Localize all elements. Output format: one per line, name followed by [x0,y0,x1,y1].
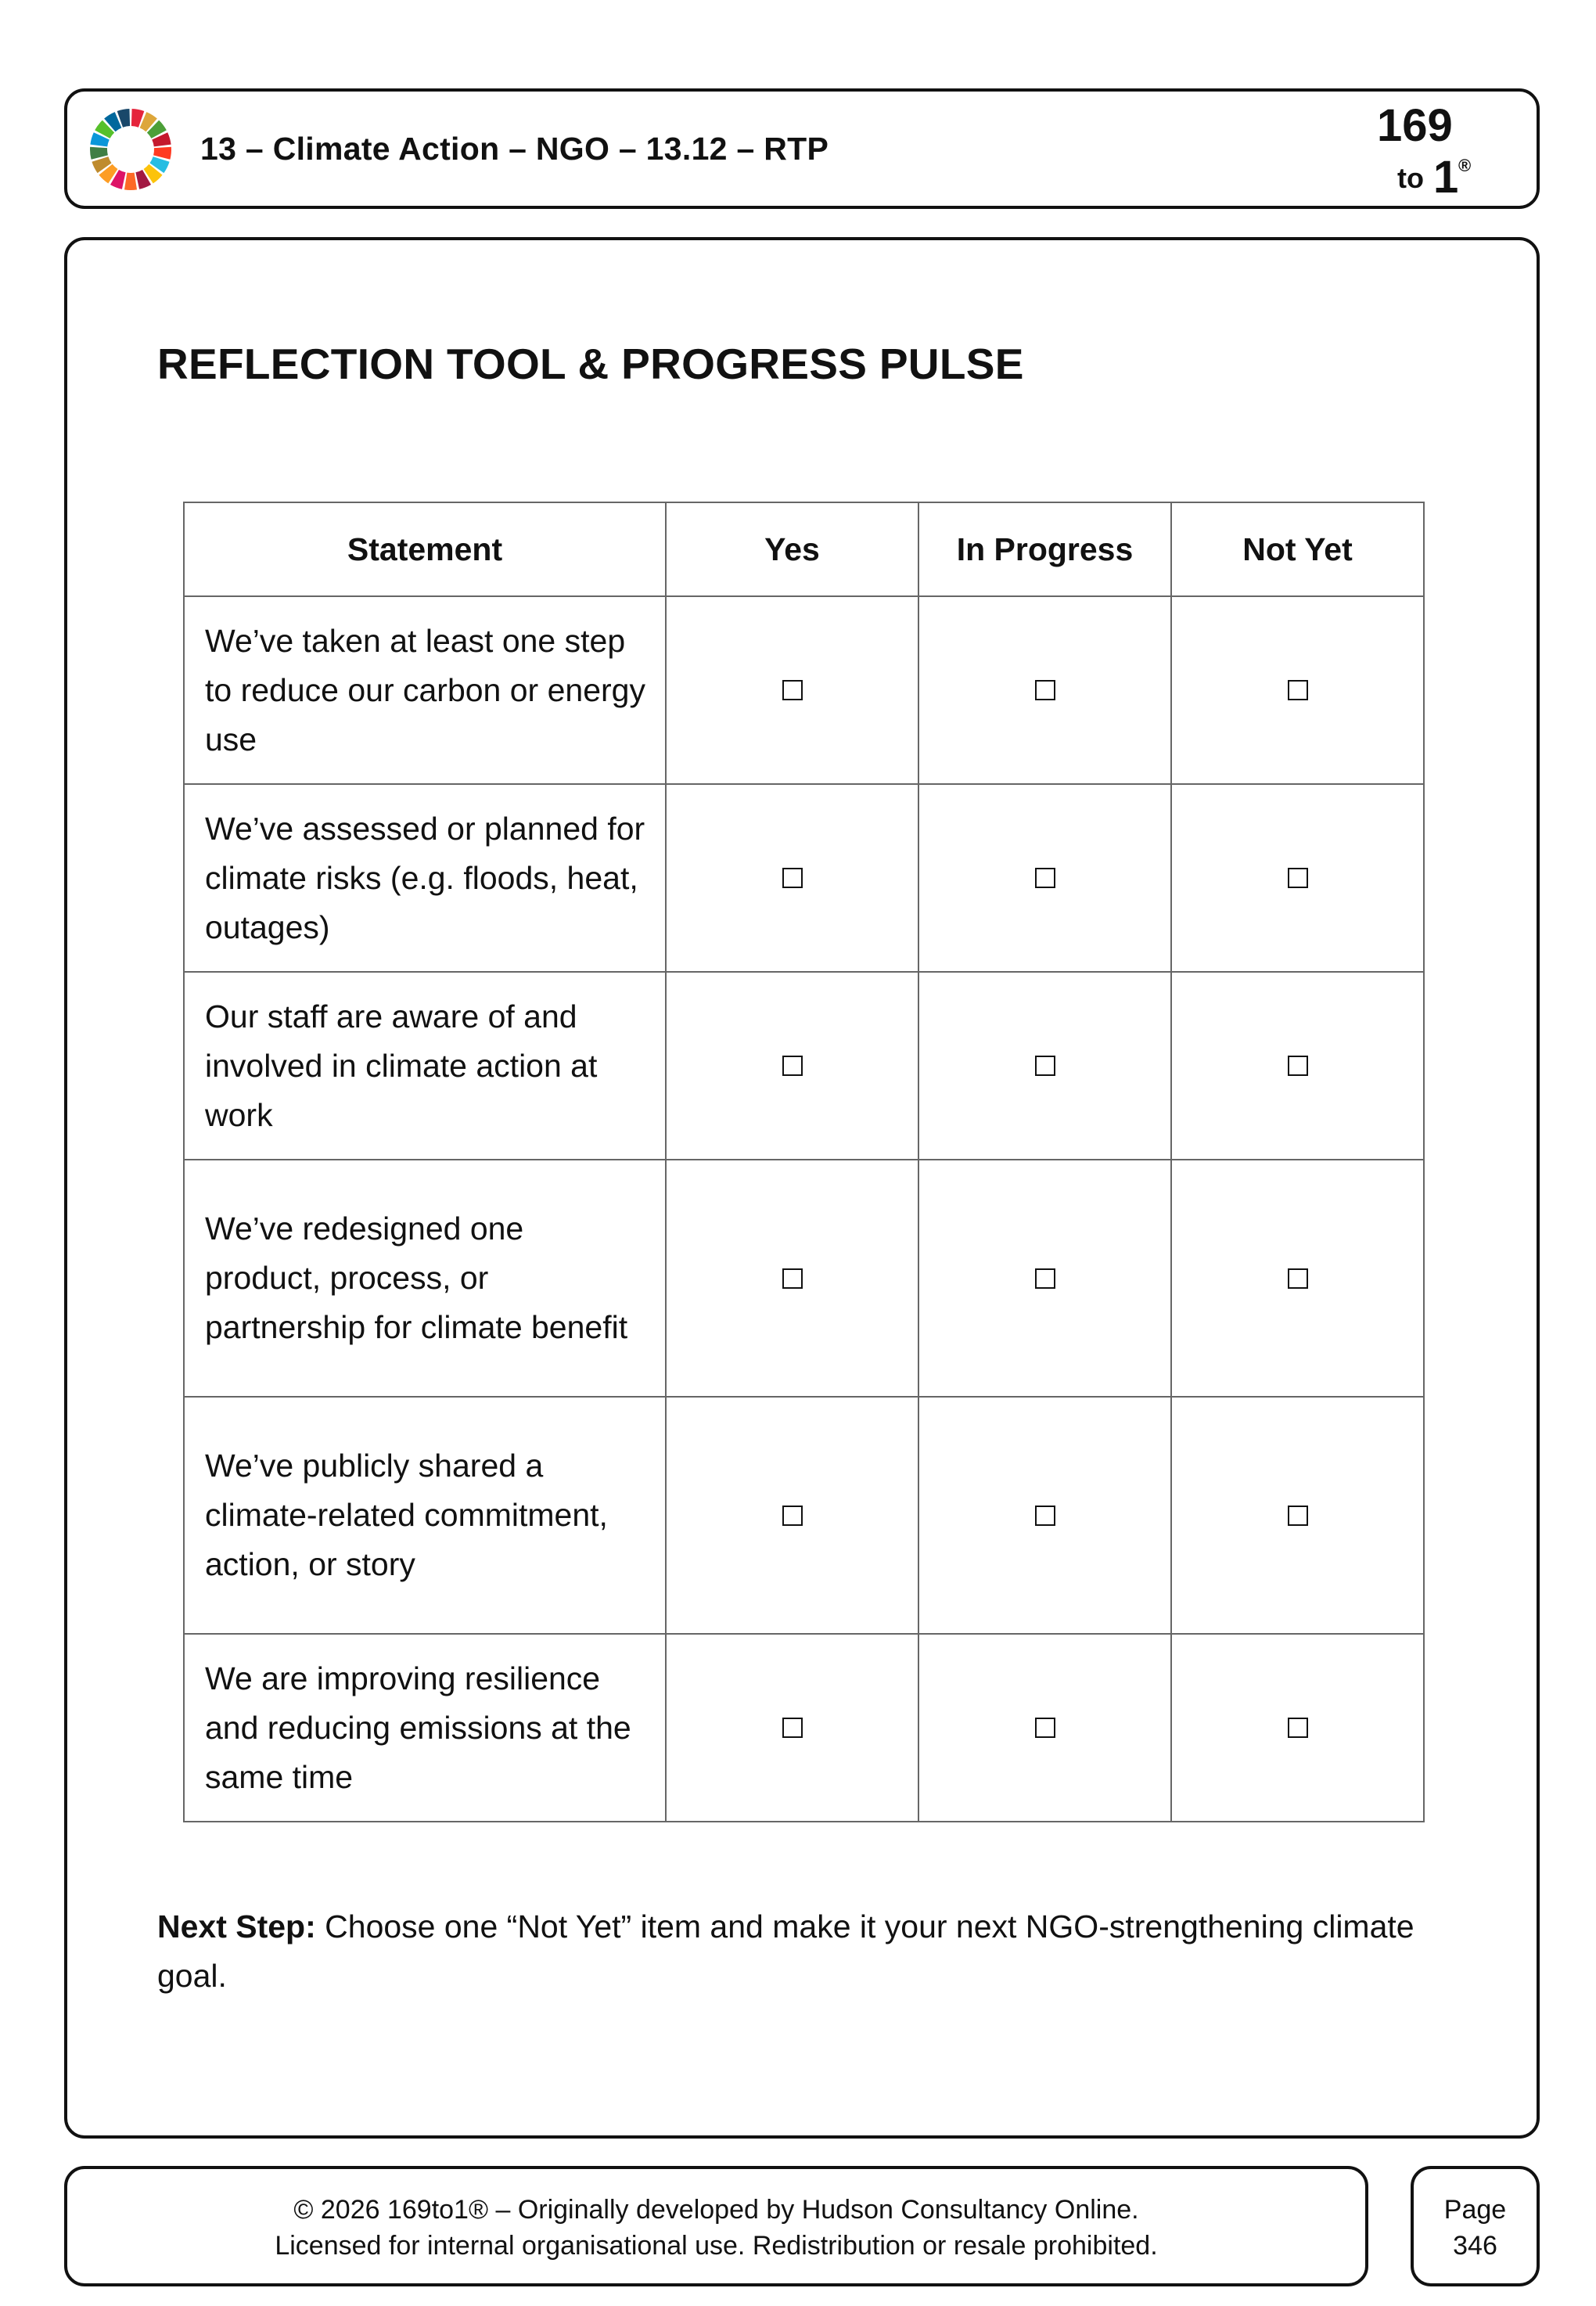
not-yet-checkbox[interactable] [1288,680,1308,700]
statement-cell: We’ve redesigned one product, process, or partnership for climate benefit [184,1160,666,1397]
yes-checkbox[interactable] [782,1056,803,1076]
page-number: 346 [1453,2231,1497,2261]
in-progress-checkbox[interactable] [1035,680,1055,700]
next-step-label: Next Step: [157,1908,316,1944]
not-yet-checkbox[interactable] [1288,1718,1308,1738]
table-row [184,1397,1424,1634]
header-title: 13 – Climate Action – NGO – 13.12 – RTP [200,131,829,167]
column-header-not-yet: Not Yet [1171,502,1424,596]
not-yet-checkbox[interactable] [1288,1268,1308,1289]
table-header-row [184,502,1424,596]
yes-checkbox[interactable] [782,680,803,700]
footer-copyright-line: © 2026 169to1® – Originally developed by Hudson Consultancy Online. [293,2195,1139,2225]
yes-checkbox[interactable] [782,1268,803,1289]
page-title: REFLECTION TOOL & PROGRESS PULSE [157,340,1024,388]
page-number-box [1411,2166,1540,2286]
footer-license-line: Licensed for internal organisational use. Redistribution or resale prohibited. [275,2231,1158,2261]
not-yet-checkbox[interactable] [1288,868,1308,888]
sdg-wheel-segment [124,173,137,190]
yes-checkbox[interactable] [782,1718,803,1738]
in-progress-checkbox[interactable] [1035,868,1055,888]
column-header-in-progress: In Progress [918,502,1171,596]
header-bar [64,88,1540,209]
statement-cell: We’ve publicly shared a climate-related commitment, action, or story [184,1397,666,1634]
brand-registered-mark: ® [1458,156,1472,175]
brand-logo-169to1 [1364,99,1490,201]
main-panel [64,237,1540,2139]
not-yet-checkbox[interactable] [1288,1056,1308,1076]
table-row [184,1634,1424,1822]
next-step-note [157,1902,1472,2001]
next-step-text: Choose one “Not Yet” item and make it your next NGO-strengthening climate goal. [157,1908,1414,1994]
statement-cell: We’ve assessed or planned for climate risks (e.g. floods, heat, outages) [184,784,666,972]
table-row [184,596,1424,784]
column-header-statement: Statement [184,502,666,596]
in-progress-checkbox[interactable] [1035,1506,1055,1526]
sdg-wheel-logo [89,108,172,191]
table-row [184,972,1424,1160]
statement-cell: We’ve taken at least one step to reduce our carbon or energy use [184,596,666,784]
yes-checkbox[interactable] [782,1506,803,1526]
brand-one: 1 [1433,152,1459,203]
not-yet-checkbox[interactable] [1288,1506,1308,1526]
table-row [184,784,1424,972]
footer-copyright [64,2166,1368,2286]
brand-to: to [1397,162,1424,194]
table-row [184,1160,1424,1397]
in-progress-checkbox[interactable] [1035,1056,1055,1076]
reflection-table [183,502,1425,1822]
statement-cell: We are improving resilience and reducing emissions at the same time [184,1634,666,1822]
page-label: Page [1443,2195,1507,2225]
brand-number: 169 [1377,100,1453,151]
yes-checkbox[interactable] [782,868,803,888]
column-header-yes: Yes [666,502,918,596]
in-progress-checkbox[interactable] [1035,1718,1055,1738]
in-progress-checkbox[interactable] [1035,1268,1055,1289]
statement-cell: Our staff are aware of and involved in climate action at work [184,972,666,1160]
